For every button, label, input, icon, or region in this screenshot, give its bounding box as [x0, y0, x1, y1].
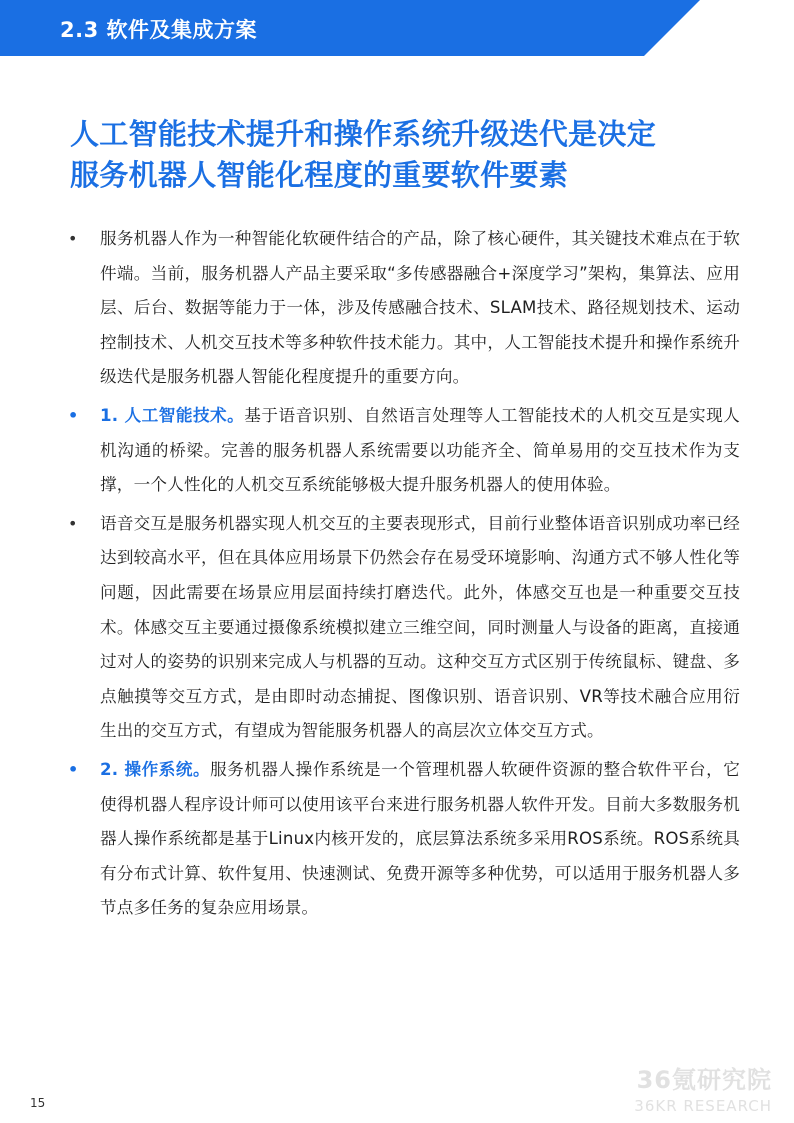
- paragraph-text: 语音交互是服务机器实现人机交互的主要表现形式，目前行业整体语音识别成功率已经达到较高水平，但在具体应用场景下仍然会存在易受环境影响、沟通方式不够人性化等问题，因此需要在场景应用层面持续打磨迭代。此外，体感交互也是一种重要交互技术。体感交互主要通过摄像系统模拟建立三维空间，同时测量人与设备的距离，直接通过对人的姿势的识别来完成人与机器的互动。这种交互方式区别于传统鼠标、键盘、多点触摸等交互方式，是由即时动态捕捉、图像识别、语音识别、VR等技术融合应用衍生出的交互方式，有望成为智能服务机器人的高层次立体交互方式。: [100, 513, 740, 741]
- headline-line-2: 服务机器人智能化程度的重要软件要素: [70, 158, 569, 192]
- paragraph-ai-technology: [60, 399, 740, 503]
- paragraph-text: 基于语音识别、自然语言处理等人工智能技术的人机交互是实现人机沟通的桥梁。完善的服务机器人系统需要以功能齐全、简单易用的交互技术作为支撑，一个人性化的人机交互系统能够极大提升服务机器人的使用体验。: [100, 405, 740, 495]
- section-title: 2.3 软件及集成方案: [60, 18, 258, 42]
- paragraph-voice-interaction: [60, 507, 740, 749]
- bullet-icon: •: [68, 759, 79, 779]
- paragraph-text: 服务机器人操作系统是一个管理机器人软硬件资源的整合软件平台，它使得机器人程序设计师可以使用该平台来进行服务机器人软件开发。目前大多数服务机器人操作系统都是基于Linux内核开发的，底层算法系统多采用ROS系统。ROS系统具有分布式计算、软件复用、快速测试、免费开源等多种优势，可以适用于服务机器人多节点多任务的复杂应用场景。: [100, 759, 740, 918]
- body-content: [60, 222, 740, 930]
- watermark-en: 36KR RESEARCH: [634, 1097, 772, 1115]
- paragraph-lead: 2. 操作系统。: [100, 759, 211, 779]
- bullet-icon: •: [68, 229, 78, 248]
- headline-line-1: 人工智能技术提升和操作系统升级迭代是决定: [70, 117, 657, 151]
- page-number: 15: [30, 1096, 46, 1110]
- logo-r-mark: [756, 26, 768, 52]
- paragraph-operating-system: [60, 753, 740, 926]
- 36kr-logo: [676, 2, 776, 54]
- paragraph-text: 服务机器人作为一种智能化软硬件结合的产品，除了核心硬件，其关键技术难点在于软件端。当前，服务机器人产品主要采取“多传感器融合+深度学习”架构，集算法、应用层、后台、数据等能力于一体，涉及传感融合技术、SLAM技术、路径规划技术、运动控制技术、人机交互技术等多种软件技术能力。其中，人工智能技术提升和操作系统升级迭代是服务机器人智能化程度提升的重要方向。: [100, 229, 740, 387]
- bullet-icon: •: [68, 513, 78, 533]
- watermark-cn: 36氪研究院: [636, 1066, 772, 1094]
- logo-k-mark: [728, 12, 752, 52]
- paragraph-intro: [60, 222, 740, 395]
- paragraph-lead: 1. 人工智能技术。: [100, 405, 245, 425]
- bullet-icon: •: [68, 405, 79, 425]
- watermark-36kr-research: [634, 1060, 772, 1115]
- headline: [70, 114, 750, 196]
- logo-36-mark: 36: [682, 12, 707, 37]
